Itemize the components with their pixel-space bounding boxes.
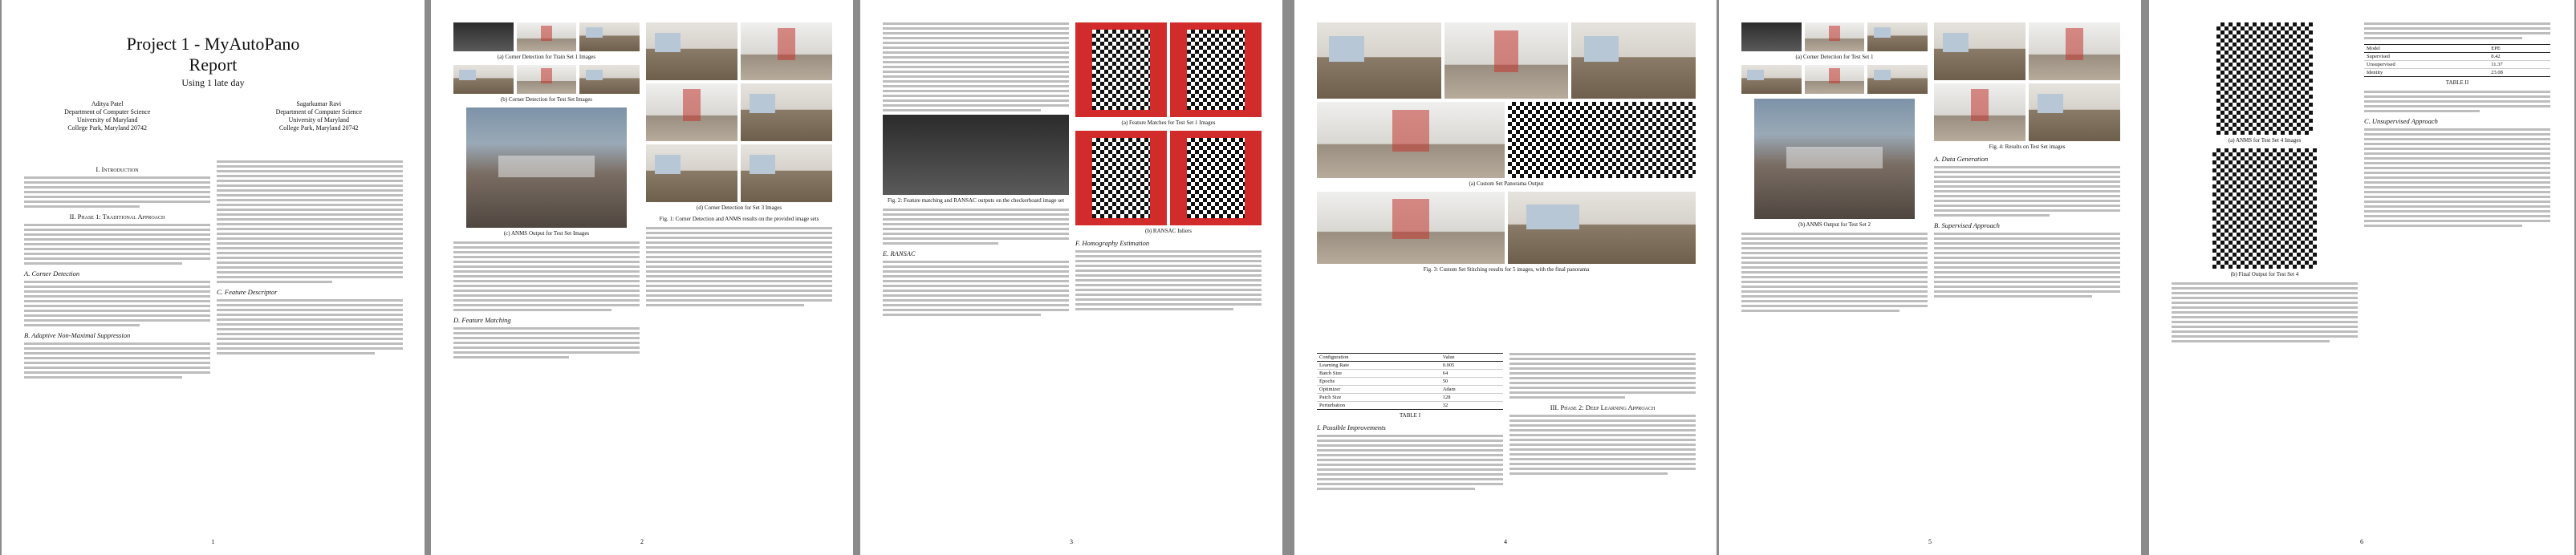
table-caption: TABLE I xyxy=(1399,412,1421,419)
figure-image xyxy=(1867,22,1928,51)
paper-subtitle: Using 1 late day xyxy=(181,77,245,88)
page-6 xyxy=(2149,0,2574,555)
figure-image xyxy=(579,65,640,94)
p4-wide-figure xyxy=(1317,22,1696,278)
paper-title-2: Report xyxy=(189,55,238,75)
figure-image xyxy=(741,144,832,202)
figure-caption: (a) Feature Matches for Test Set 1 Images xyxy=(1121,120,1216,126)
figure-image xyxy=(1754,99,1915,219)
p2-left-column xyxy=(453,22,640,361)
figure-image xyxy=(2216,22,2313,135)
figure-image xyxy=(2029,83,2120,141)
figure-caption: Fig. 1: Corner Detection and ANMS results on the provided image sets xyxy=(659,216,819,222)
figure-image xyxy=(1571,22,1696,99)
figure-caption: (a) Corner Detection for Train Set 1 Images xyxy=(497,54,596,60)
figure-image xyxy=(1934,22,2025,80)
subsection-heading: C. Feature Descriptor xyxy=(217,288,278,296)
page-number: 3 xyxy=(1070,538,1073,545)
figure-image xyxy=(579,22,640,51)
figure-image xyxy=(1867,65,1928,94)
figure-image xyxy=(1934,83,2025,141)
p4-left-column xyxy=(1317,353,1503,492)
p6-right-column xyxy=(2364,22,2550,229)
figure-image xyxy=(1741,65,1802,94)
figure-caption: Fig. 2: Feature matching and RANSAC outputs on the checkerboard image set xyxy=(887,197,1065,204)
subsection-heading: D. Feature Matching xyxy=(453,316,511,324)
figure-caption: (b) RANSAC Inliers xyxy=(1145,228,1192,234)
p1-right-column xyxy=(217,160,403,357)
figure-image xyxy=(2212,148,2317,269)
subsection-heading: A. Corner Detection xyxy=(24,269,80,278)
figure-image xyxy=(1508,192,1696,264)
figure-image xyxy=(1075,131,1167,225)
figure-image xyxy=(466,107,627,228)
figure-image xyxy=(517,22,577,51)
figure-image xyxy=(1508,102,1696,178)
author-2: Sagarkumar Ravi Department of Computer Science University of Maryland College Park, Maryland 20742 xyxy=(275,100,362,132)
paper-title: Project 1 - MyAutoPano xyxy=(126,34,300,54)
p3-left-column xyxy=(883,22,1069,318)
author-1: Aditya Patel Department of Computer Science University of Maryland College Park, Maryland 20742 xyxy=(64,100,151,132)
figure-image xyxy=(517,65,577,94)
figure-caption: (a) Corner Detection for Test Set 1 xyxy=(1795,54,1874,60)
page-5 xyxy=(1719,0,2141,555)
p1-left-column xyxy=(24,160,210,381)
p2-right-column xyxy=(646,22,832,309)
figure-caption: (b) Corner Detection for Test Set Images xyxy=(500,96,593,103)
figure-image xyxy=(1317,22,1441,99)
figure-image xyxy=(1170,22,1262,117)
subsection-heading: E. RANSAC xyxy=(883,249,916,257)
subsection-heading: F. Homography Estimation xyxy=(1075,239,1150,247)
figure-image xyxy=(741,83,832,141)
page-3 xyxy=(860,0,1282,555)
page-4 xyxy=(1294,0,1717,555)
section-heading: II. Phase 1: Traditional Approach xyxy=(69,213,165,221)
page-number: 1 xyxy=(211,538,215,545)
figure-caption: (a) Custom Set Panorama Output xyxy=(1469,180,1544,187)
figure-caption: (b) Final Output for Test Set 4 xyxy=(2230,271,2299,278)
figure-image xyxy=(1805,65,1865,94)
figure-caption: Fig. 4: Results on Test Set images xyxy=(1989,144,2066,150)
figure-image xyxy=(1075,22,1167,117)
figure-caption: (d) Corner Detection for Set 3 Images xyxy=(696,205,782,211)
p4-right-column xyxy=(1509,353,1696,477)
figure-image xyxy=(453,22,514,51)
figure-caption: (b) ANMS Output for Test Set 2 xyxy=(1798,221,1871,228)
figure-image xyxy=(646,22,737,80)
table-1: Configuration Value Learning Rate 0.005 Batch Size 64 Epochs 50 Optimizer Adam Patch Size 128 Perturbation 32 xyxy=(1317,353,1503,410)
page-number: 5 xyxy=(1928,538,1932,545)
figure-image xyxy=(1317,102,1505,178)
table-caption: TABLE II xyxy=(2445,79,2469,86)
figure-image xyxy=(883,115,1069,195)
title-block xyxy=(2,34,425,89)
figure-image xyxy=(453,65,514,94)
page-number: 4 xyxy=(1504,538,1507,545)
figure-caption: (a) ANMS for Test Set 4 Images xyxy=(2228,137,2302,144)
page-1 xyxy=(2,0,425,555)
section-heading: I. Introduction xyxy=(95,165,139,173)
figure-image xyxy=(1444,22,1569,99)
subsection-heading: C. Unsupervised Approach xyxy=(2364,117,2438,125)
p3-right-column xyxy=(1075,22,1262,313)
figure-image xyxy=(1170,131,1262,225)
p6-left-column xyxy=(2172,22,2358,345)
figure-image xyxy=(741,22,832,80)
page-number: 6 xyxy=(2360,538,2363,545)
figure-image xyxy=(1741,22,1802,51)
figure-image xyxy=(2029,22,2120,80)
page-number: 2 xyxy=(640,538,644,545)
authors xyxy=(2,100,425,132)
subsection-heading: B. Adaptive Non-Maximal Suppression xyxy=(24,331,131,339)
figure-caption: (c) ANMS Output for Test Set Images xyxy=(503,230,590,237)
figure-image xyxy=(646,144,737,202)
page-2 xyxy=(431,0,853,555)
figure-image xyxy=(1317,192,1505,264)
subsection-heading: B. Supervised Approach xyxy=(1934,221,2000,229)
figure-caption: Fig. 3: Custom Set Stitching results for 5 images, with the final panorama xyxy=(1423,266,1590,273)
section-heading: III. Phase 2: Deep Learning Approach xyxy=(1550,403,1656,411)
p5-left-column xyxy=(1741,22,1928,314)
subsection-heading: A. Data Generation xyxy=(1934,155,1989,163)
figure-image xyxy=(1805,22,1865,51)
p5-right-column xyxy=(1934,22,2120,300)
table-2: Model EPE Supervised 8.42 Unsupervised 11.37 Identity 23.08 xyxy=(2364,44,2550,77)
figure-image xyxy=(646,83,737,141)
subsection-heading: I. Possible Improvements xyxy=(1317,423,1386,431)
